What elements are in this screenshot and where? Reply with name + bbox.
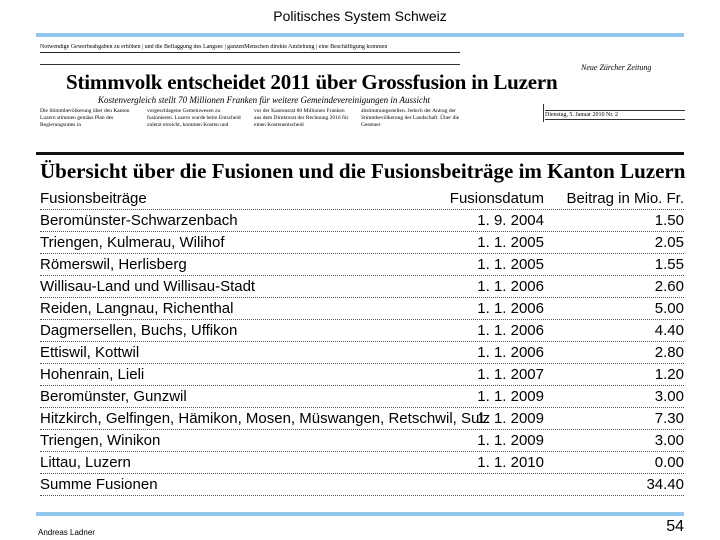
row-name: Hohenrain, Lieli bbox=[40, 366, 145, 383]
table-row bbox=[40, 320, 684, 342]
table-row bbox=[40, 386, 684, 408]
table-row bbox=[40, 430, 684, 452]
header-fusionsbeitraege: Fusionsbeiträge bbox=[40, 190, 147, 207]
row-date: 1. 1. 2009 bbox=[477, 432, 544, 449]
newspaper-column: Die Stimmbevölkerung über den Kanton Luzern stimmen gemäss Plan des Regierungsrates in bbox=[40, 108, 130, 128]
row-name: Triengen, Winikon bbox=[40, 432, 161, 449]
bottom-accent-bar bbox=[36, 512, 684, 516]
row-name: Beromünster-Schwarzenbach bbox=[40, 212, 238, 229]
row-amount: 1.20 bbox=[654, 366, 684, 383]
newspaper-rule bbox=[40, 64, 460, 65]
table-row bbox=[40, 298, 684, 320]
row-name: Römerswil, Herlisberg bbox=[40, 256, 187, 273]
row-date: 1. 9. 2004 bbox=[477, 212, 544, 229]
table-row bbox=[40, 210, 684, 232]
table-row bbox=[40, 254, 684, 276]
row-name: Hitzkirch, Gelfingen, Hämikon, Mosen, Müswangen, Retschwil, Sulz bbox=[40, 410, 491, 427]
row-date: 1. 1. 2006 bbox=[477, 322, 544, 339]
table-top-rule bbox=[36, 152, 684, 155]
row-amount: 1.55 bbox=[654, 256, 684, 273]
newspaper-headline: Stimmvolk entscheidet 2011 über Grossfusion in Luzern bbox=[66, 70, 558, 94]
newspaper-clipping bbox=[40, 40, 684, 148]
newspaper-dateline: Dienstag, 5. Januar 2010 Nr. 2 bbox=[545, 110, 685, 120]
row-amount: 7.30 bbox=[654, 410, 684, 427]
row-amount: 4.40 bbox=[654, 322, 684, 339]
row-amount: 2.60 bbox=[654, 278, 684, 295]
row-date: 1. 1. 2006 bbox=[477, 344, 544, 361]
newspaper-column: abstimmungsstellen. Jedoch der Antrag der Stimmbevölkerung der Landschaft. Über die Gesteuer bbox=[361, 108, 460, 128]
row-date: 1. 1. 2005 bbox=[477, 256, 544, 273]
author-footer: Andreas Ladner bbox=[38, 528, 95, 537]
newspaper-columns bbox=[40, 108, 460, 138]
row-name: Ettiswil, Kottwil bbox=[40, 344, 140, 361]
newspaper-separator bbox=[543, 104, 544, 122]
row-name: Dagmersellen, Buchs, Uffikon bbox=[40, 322, 238, 339]
row-amount: 3.00 bbox=[654, 388, 684, 405]
row-name: Triengen, Kulmerau, Wilihof bbox=[40, 234, 225, 251]
page-number: 54 bbox=[666, 518, 684, 535]
newspaper-subhead: Kostenvergleich stellt 70 Millionen Franken für weitere Gemeindevereinigungen in Aussicht bbox=[98, 95, 431, 105]
table-row bbox=[40, 452, 684, 474]
row-amount: 0.00 bbox=[654, 454, 684, 471]
row-amount: 5.00 bbox=[654, 300, 684, 317]
fusion-table bbox=[40, 188, 684, 496]
row-amount: 1.50 bbox=[654, 212, 684, 229]
row-amount: 3.00 bbox=[654, 432, 684, 449]
header-beitrag: Beitrag in Mio. Fr. bbox=[566, 190, 684, 207]
table-total-row bbox=[40, 474, 684, 496]
row-date: 1. 1. 2006 bbox=[477, 278, 544, 295]
newspaper-column: vorgeschlagene Gemeinwesen zu fusionieren. Luzern wurde beim Entscheid zuletzt erreicht, kommen Kosten und bbox=[147, 108, 241, 128]
row-name: Willisau-Land und Willisau-Stadt bbox=[40, 278, 256, 295]
table-row bbox=[40, 276, 684, 298]
row-name: Reiden, Langnau, Richenthal bbox=[40, 300, 234, 317]
row-date: 1. 1. 2009 bbox=[477, 410, 544, 427]
table-title: Übersicht über die Fusionen und die Fusionsbeiträge im Kanton Luzern bbox=[40, 159, 686, 183]
table-header-row bbox=[40, 188, 684, 210]
row-name: Littau, Luzern bbox=[40, 454, 131, 471]
header-fusionsdatum: Fusionsdatum bbox=[449, 190, 544, 207]
row-date: 1. 1. 2010 bbox=[477, 454, 544, 471]
table-row bbox=[40, 364, 684, 386]
top-accent-bar bbox=[36, 33, 684, 37]
table-row bbox=[40, 342, 684, 364]
row-date: 1. 1. 2006 bbox=[477, 300, 544, 317]
row-date: 1. 1. 2005 bbox=[477, 234, 544, 251]
slide-title: Politisches System Schweiz bbox=[273, 8, 447, 24]
newspaper-brand: Neue Zürcher Zeitung bbox=[581, 63, 652, 72]
table-row bbox=[40, 408, 684, 430]
table-row bbox=[40, 232, 684, 254]
newspaper-ticker: Notwendige Gewerbeabgaben zu erhöhen | und die Beflaggung des Langsee | ganzenMenschen direkte Anziehung | eine Beschäftigung kommen bbox=[40, 44, 460, 53]
newspaper-column: vor der Kantonsrat 80 Millionen Franken aus dem Direktorat der Rechnung 2016 für einen Kostenentscheid bbox=[254, 108, 349, 128]
row-date: 1. 1. 2009 bbox=[477, 388, 544, 405]
row-amount: 2.05 bbox=[654, 234, 684, 251]
row-name: Beromünster, Gunzwil bbox=[40, 388, 187, 405]
total-amount: 34.40 bbox=[646, 476, 684, 493]
row-amount: 2.80 bbox=[654, 344, 684, 361]
row-date: 1. 1. 2007 bbox=[477, 366, 544, 383]
total-label: Summe Fusionen bbox=[40, 476, 158, 493]
